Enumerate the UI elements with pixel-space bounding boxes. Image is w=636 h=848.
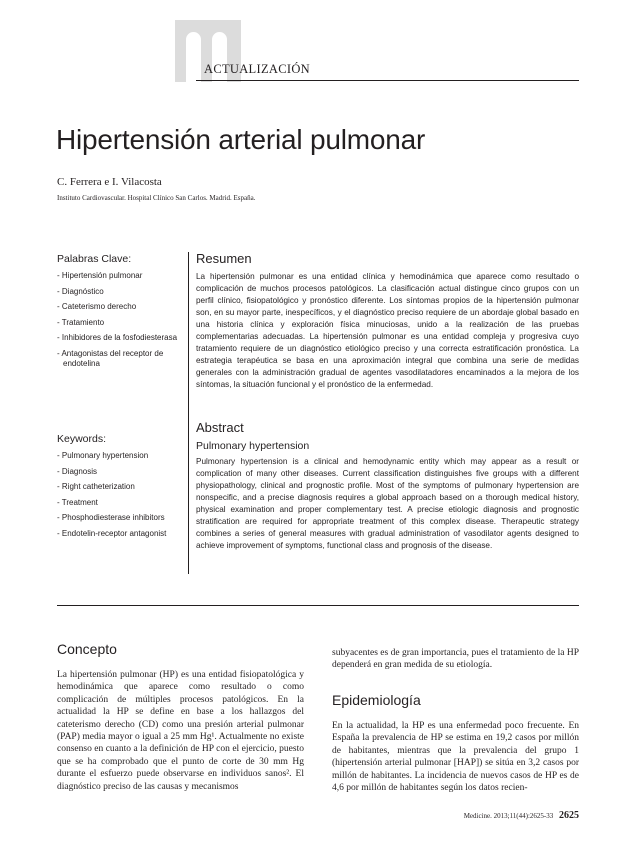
page-number: 2625 [559,810,579,821]
resumen-section [196,251,579,391]
concepto-heading: Concepto [57,641,117,657]
section-label: ACTUALIZACIÓN [204,62,310,76]
article-title: Hipertensión arterial pulmonar [56,124,426,155]
keyword-item: - Pulmonary hypertension [57,451,149,460]
keywords-es-list [57,271,185,370]
section-rule [196,80,579,81]
column-divider [188,252,189,574]
logo-arch-left [186,32,201,82]
keywords-en-heading: Keywords: [57,433,107,445]
keyword-item: - Diagnosis [57,466,98,476]
keywords-es [57,253,185,375]
keyword-item: - Phosphodiesterase inhibitors [57,513,165,522]
resumen-text: La hipertensión pulmonar es una entidad clínica y hemodinámica que aparece como resultado o complicación de muchos procesos patológicos. La clasificación actual distingue cinco grupos con un perfil clínico, fisiopatológico y pronóstico diferente. Los síntomas propios de la hipertensión pulmonar son, en su mayor parte, inespecíficos, y el diagnóstico preciso requiere de un abordaje global basado en una historia clínica y exploración física minuciosas, unido a la realización de las pruebas complementarias adecuadas. La hipertensión pulmonar es una entidad compleja y progresiva cuyo tratamiento requiere de un diagnóstico etiológico preciso y una correcta estratificación pronóstica. La estrategia terapéutica se basa en una aproximación integral que combina una serie de medidas generales con la administración gradual de agentes vasodilatadores encaminados a la mejora de los síntomas, la situación funcional y el pronóstico de la enfermedad. [196,272,579,389]
keyword-item: - Hipertensión pulmonar [57,271,143,280]
concepto-section [57,641,304,793]
keywords-en-list [57,451,185,539]
affiliation: Instituto Cardiovascular. Hospital Clínico San Carlos. Madrid. España. [57,194,256,202]
page-footer [464,810,579,821]
keyword-item: - Diagnóstico [57,286,104,296]
footer-citation: Medicine. 2013;11(44):2625-33 [463,812,554,820]
keyword-item: - Inhibidores de la fosfodiesterasa [57,333,178,342]
keywords-en [57,433,185,544]
keyword-item: - Treatment [57,497,98,507]
keywords-es-heading: Palabras Clave: [57,253,132,265]
keyword-item: - Right catheterization [57,482,135,491]
keyword-item: - Antagonistas del receptor de endotelina [57,348,164,368]
keyword-item: - Cateterismo derecho [57,302,137,311]
abstract-subheading: Pulmonary hypertension [196,440,310,452]
epidemiologia-heading: Epidemiología [332,692,421,708]
section-divider [57,605,579,606]
epidemiologia-section [332,692,579,794]
concepto-continuation [332,647,579,672]
concepto-cont-text: subyacentes es de gran importancia, pues el tratamiento de la HP dependerá en gran medida de su etiología. [332,648,579,671]
abstract-text: Pulmonary hypertension is a clinical and hemodynamic entity which may appear as a result or complication of many other diseases. Current classification distinguishes five groups with a different physiopathology, clinical and prognostic profile. Most of the symptoms of pulmonary hypertension are nonspecific, and a precise diagnosis requires a global approach based on a thorough medical history, physical examination and proper complementary test. A precise etiologic diagnosis and prognostic stratification are required for appropriate treatment of this complex disease. Therapeutic strategy combines a series of general measures with gradual administration of vasodilator agents designed to achieve improvement of symptoms, functional class and prognosis of the disease. [196,457,579,550]
epidemiologia-text: En la actualidad, la HP es una enfermedad poco frecuente. En España la prevalencia de HP se estima en 19,2 casos por millón de habitantes, mientras que la prevalencia del grupo 1 (hipertensión arterial pulmonar [HAP]) se sitúa en 3,2 casos por millón de habitantes. La incidencia de nuevos casos de HP es de 4,6 por millón de habitantes según los datos recien- [332,721,579,794]
concepto-text: La hipertensión pulmonar (HP) es una entidad fisiopatológica y hemodinámica que aparece como resultado o como complicación de múltiples procesos patológicos. En la actualidad la HP se define en base a los hallazgos del cateterismo derecho (CD) como una presión arterial pulmonar (PAP) media mayor o igual a 25 mm Hg¹. Actualmente no existe consenso en cuanto a la definición de HP con el ejercicio, puesto que se ha comprobado que el punto de corte de 30 mm Hg durante el esfuerzo puede observarse en individuos sanos². El diagnóstico preciso de las causas y mecanismos [57,670,304,792]
abstract-heading: Abstract [196,420,244,435]
abstract-section [196,420,579,552]
resumen-heading: Resumen [196,251,252,266]
keyword-item: - Endotelin-receptor antagonist [57,528,167,538]
keyword-item: - Tratamiento [57,317,105,327]
authors: C. Ferrera e I. Vilacosta [57,176,162,188]
